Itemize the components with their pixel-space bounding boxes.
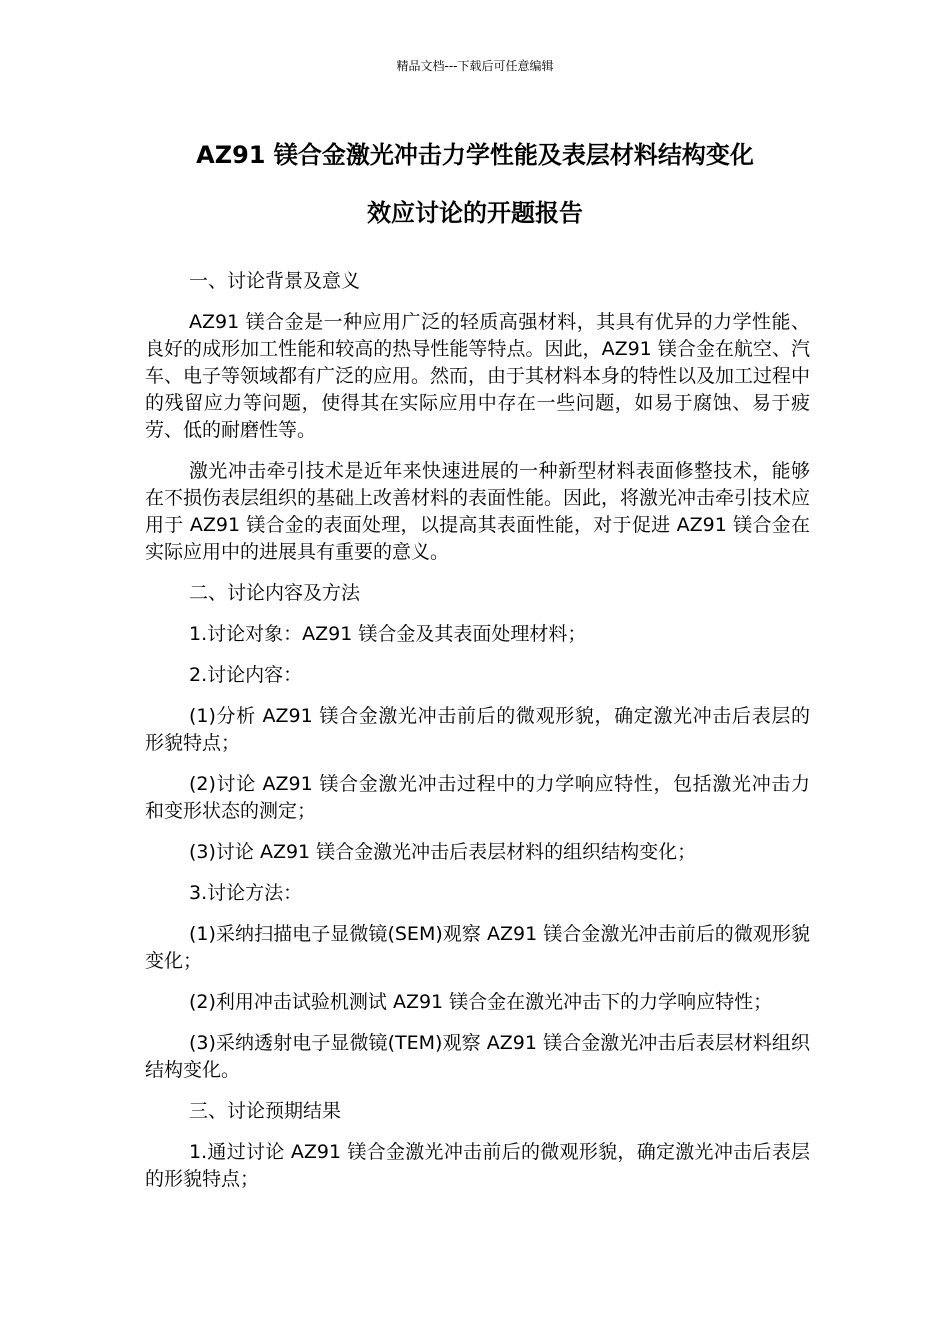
document-title-line-1: AZ91 镁合金激光冲击力学性能及表层材料结构变化 [196, 141, 754, 169]
document-title-line-2: 效应讨论的开题报告 [367, 199, 583, 227]
list-item-research-object: 1.讨论对象：AZ91 镁合金及其表面处理材料； [189, 623, 587, 645]
list-item-content-3: (3)讨论 AZ91 镁合金激光冲击后表层材料的组织结构变化； [189, 841, 697, 863]
section-heading-background: 一、讨论背景及意义 [189, 270, 361, 292]
paragraph-background-1: AZ91 镁合金是一种应用广泛的轻质高强材料，其具有优异的力学性能、良好的成形加工性能和较高的热导性能等特点。因此，AZ91 镁合金在航空、汽车、电子等领域都有广泛的应用。然而，由于其材料本身的特性以及加工过程中的残留应力等问题，使得其在实际应用中存在一些问题，如易于腐蚀、易于疲劳、低的耐磨性等。 [145, 311, 811, 441]
list-item-content-1: (1)分析 AZ91 镁合金激光冲击前后的微观形貌，确定激光冲击后表层的形貌特点； [145, 705, 810, 754]
list-item-result-1: 1.通过讨论 AZ91 镁合金激光冲击前后的微观形貌，确定激光冲击后表层的形貌特点； [145, 1141, 810, 1190]
document-body [145, 268, 810, 1207]
list-item-content-2: (2)讨论 AZ91 镁合金激光冲击过程中的力学响应特性，包括激光冲击力和变形状态的测定； [145, 773, 810, 822]
list-item-method-1: (1)采纳扫描电子显微镜(SEM)观察 AZ91 镁合金激光冲击前后的微观形貌变化； [145, 923, 810, 972]
list-item-research-method: 3.讨论方法： [189, 882, 303, 904]
list-item-method-3: (3)采纳透射电子显微镜(TEM)观察 AZ91 镁合金激光冲击后表层材料组织结构变化。 [145, 1032, 810, 1081]
header-note: 精品文档---下载后可任意编辑 [396, 59, 554, 73]
paragraph-background-2: 激光冲击牵引技术是近年来快速进展的一种新型材料表面修整技术，能够在不损伤表层组织的基础上改善材料的表面性能。因此，将激光冲击牵引技术应用于 AZ91 镁合金的表面处理，以提高其表面性能，对于促进 AZ91 镁合金在实际应用中的进展具有重要的意义。 [145, 460, 811, 563]
list-item-research-content: 2.讨论内容： [189, 664, 303, 686]
section-heading-expected-results: 三、讨论预期结果 [189, 1100, 342, 1122]
list-item-method-2: (2)利用冲击试验机测试 AZ91 镁合金在激光冲击下的力学响应特性； [189, 991, 773, 1013]
section-heading-content-method: 二、讨论内容及方法 [189, 582, 361, 604]
